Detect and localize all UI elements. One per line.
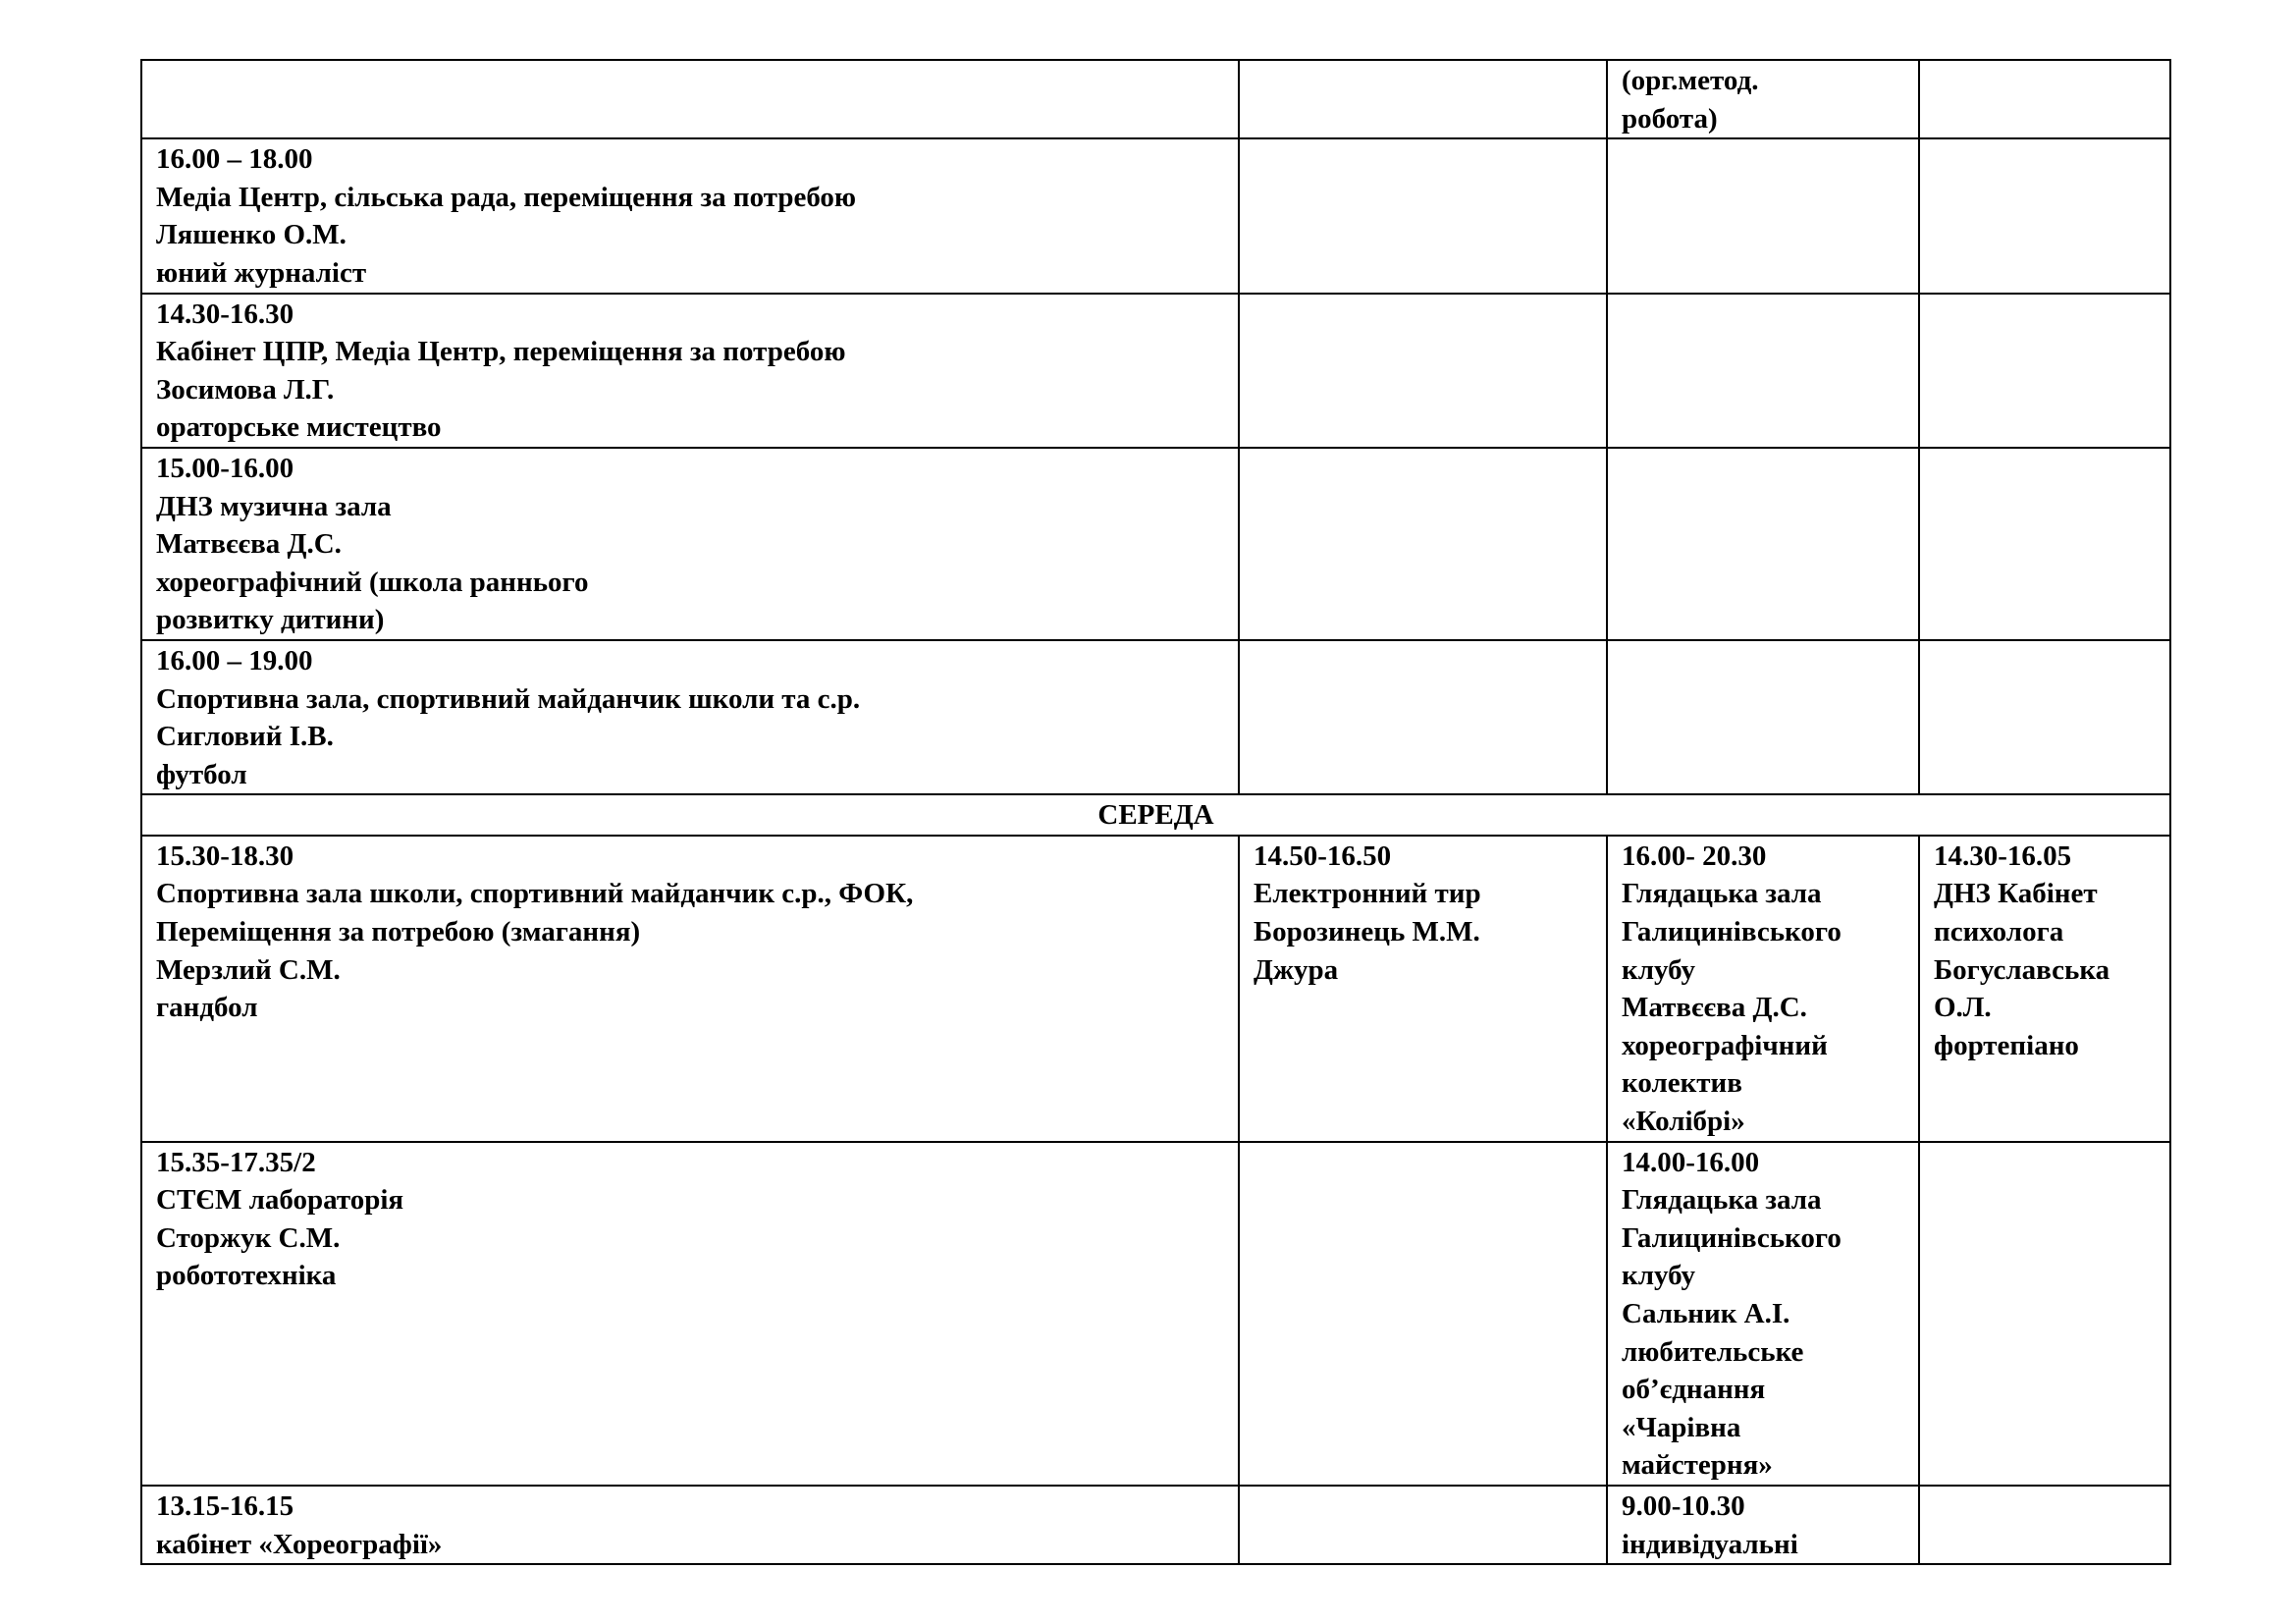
schedule-cell-col-4 (1919, 60, 2170, 138)
schedule-cell-col-4 (1919, 640, 2170, 794)
cell-text-line: Глядацька зала (1622, 878, 1822, 910)
cell-text-line: ораторське мистецтво (156, 411, 442, 444)
schedule-cell-col-1 (141, 294, 1239, 448)
cell-text-line: (орг.метод. (1622, 65, 1759, 96)
cell-text-line: 16.00- 20.30 (1622, 839, 1767, 872)
schedule-cell-col-4 (1919, 836, 2170, 1142)
schedule-body (141, 60, 2170, 1564)
cell-text-line: Галицинівського (1622, 1221, 1842, 1254)
schedule-cell-col-3 (1607, 836, 1919, 1142)
cell-text-line: об’єднання (1622, 1374, 1766, 1406)
cell-text-line: Спортивна зала школи, спортивний майданчик с.р., ФОК, (156, 878, 914, 910)
cell-text-line: хореографічний (1622, 1029, 1828, 1061)
cell-text-line: Галицинівського (1622, 916, 1842, 948)
cell-text-line: Сигловий І.В. (156, 721, 334, 753)
cell-text-line: Глядацька зала (1622, 1184, 1822, 1217)
cell-text-line: Медіа Центр, сільська рада, переміщення за потребою (156, 181, 857, 213)
cell-text-line: Матвєєва Д.С. (1622, 992, 1807, 1024)
schedule-cell-col-3 (1607, 448, 1919, 640)
schedule-cell-col-2 (1239, 138, 1607, 293)
cell-text-line: Електронний тир (1254, 878, 1481, 910)
cell-text-line: клубу (1622, 953, 1695, 986)
schedule-cell-col-3 (1607, 1142, 1919, 1486)
cell-text-line: 15.00-16.00 (156, 452, 294, 484)
cell-text-line: Борозинець М.М. (1254, 916, 1480, 948)
cell-text-line: «Колібрі» (1622, 1106, 1745, 1138)
schedule-cell-col-2 (1239, 640, 1607, 794)
schedule-cell-col-1 (141, 1486, 1239, 1564)
cell-text-line: Зосимова Л.Г. (156, 373, 335, 406)
cell-text-line: 14.30-16.30 (156, 298, 294, 330)
cell-text-line: Мерзлий С.М. (156, 953, 341, 986)
schedule-cell-col-2 (1239, 294, 1607, 448)
cell-text-line: Спортивна зала, спортивний майданчик школи та с.р. (156, 682, 861, 715)
cell-text-line: Богуславська (1934, 953, 2110, 986)
schedule-cell-col-1 (141, 1142, 1239, 1486)
schedule-cell-col-1 (141, 448, 1239, 640)
cell-text-line: 9.00-10.30 (1622, 1489, 1745, 1522)
cell-text-line: Сторжук С.М. (156, 1221, 341, 1254)
cell-text-line: фортепіано (1934, 1029, 2079, 1061)
schedule-cell-col-3 (1607, 640, 1919, 794)
cell-text-line: ДНЗ Кабінет (1934, 878, 2098, 910)
cell-text-line: майстерня» (1622, 1449, 1773, 1482)
schedule-cell-col-2 (1239, 448, 1607, 640)
schedule-row (141, 640, 2170, 794)
cell-text-line: 14.00-16.00 (1622, 1146, 1760, 1178)
cell-text-line: любительське (1622, 1335, 1804, 1368)
cell-text-line: 16.00 – 19.00 (156, 644, 313, 677)
cell-text-line: Кабінет ЦПР, Медіа Центр, переміщення за потребою (156, 336, 846, 368)
schedule-row (141, 448, 2170, 640)
cell-text-line: 15.30-18.30 (156, 839, 294, 872)
schedule-row (141, 1142, 2170, 1486)
cell-text-line: юний журналіст (156, 256, 367, 289)
schedule-cell-col-2 (1239, 1142, 1607, 1486)
schedule-table (140, 59, 2171, 1565)
schedule-cell-col-3 (1607, 138, 1919, 293)
schedule-cell-col-2 (1239, 60, 1607, 138)
cell-text-line: психолога (1934, 916, 2064, 948)
schedule-cell-col-2 (1239, 1486, 1607, 1564)
cell-text-line: Матвєєва Д.С. (156, 528, 342, 561)
cell-text-line: колектив (1622, 1067, 1742, 1100)
cell-text-line: 13.15-16.15 (156, 1489, 294, 1522)
schedule-cell-col-1 (141, 60, 1239, 138)
cell-text-line: гандбол (156, 992, 258, 1024)
cell-text-line: Джура (1254, 953, 1339, 986)
cell-text-line: ДНЗ музична зала (156, 490, 392, 522)
schedule-cell-col-4 (1919, 448, 2170, 640)
cell-text-line: хореографічний (школа раннього (156, 566, 589, 598)
cell-text-line: клубу (1622, 1260, 1695, 1292)
cell-text-line: СТЄМ лабораторія (156, 1184, 404, 1217)
schedule-cell-col-4 (1919, 294, 2170, 448)
schedule-cell-col-4 (1919, 1486, 2170, 1564)
cell-text-line: робототехніка (156, 1260, 337, 1292)
schedule-cell-col-3 (1607, 1486, 1919, 1564)
cell-text-line: О.Л. (1934, 992, 1992, 1024)
cell-text-line: «Чарівна (1622, 1411, 1741, 1443)
cell-text-line: Ляшенко О.М. (156, 219, 347, 251)
day-header: СЕРЕДА (141, 794, 2170, 836)
schedule-cell-col-3 (1607, 294, 1919, 448)
schedule-cell-col-3 (1607, 60, 1919, 138)
schedule-row (141, 60, 2170, 138)
schedule-row (141, 138, 2170, 293)
cell-text-line: Переміщення за потребою (змагання) (156, 916, 641, 948)
schedule-cell-col-1 (141, 836, 1239, 1142)
cell-text-line: кабінет «Хореографії» (156, 1528, 443, 1560)
cell-text-line: 14.50-16.50 (1254, 839, 1392, 872)
cell-text-line: індивідуальні (1622, 1528, 1798, 1560)
day-header-row (141, 794, 2170, 836)
cell-text-line: робота) (1622, 102, 1718, 135)
cell-text-line: 14.30-16.05 (1934, 839, 2072, 872)
schedule-row (141, 836, 2170, 1142)
schedule-row (141, 294, 2170, 448)
schedule-cell-col-1 (141, 640, 1239, 794)
schedule-cell-col-1 (141, 138, 1239, 293)
schedule-cell-col-4 (1919, 1142, 2170, 1486)
cell-text-line: 15.35-17.35/2 (156, 1146, 316, 1178)
cell-text-line: 16.00 – 18.00 (156, 143, 313, 176)
cell-text-line: Сальник А.І. (1622, 1298, 1790, 1329)
cell-text-line: розвитку дитини) (156, 604, 385, 636)
cell-text-line: футбол (156, 758, 247, 790)
schedule-cell-col-2 (1239, 836, 1607, 1142)
schedule-cell-col-4 (1919, 138, 2170, 293)
schedule-row (141, 1486, 2170, 1564)
